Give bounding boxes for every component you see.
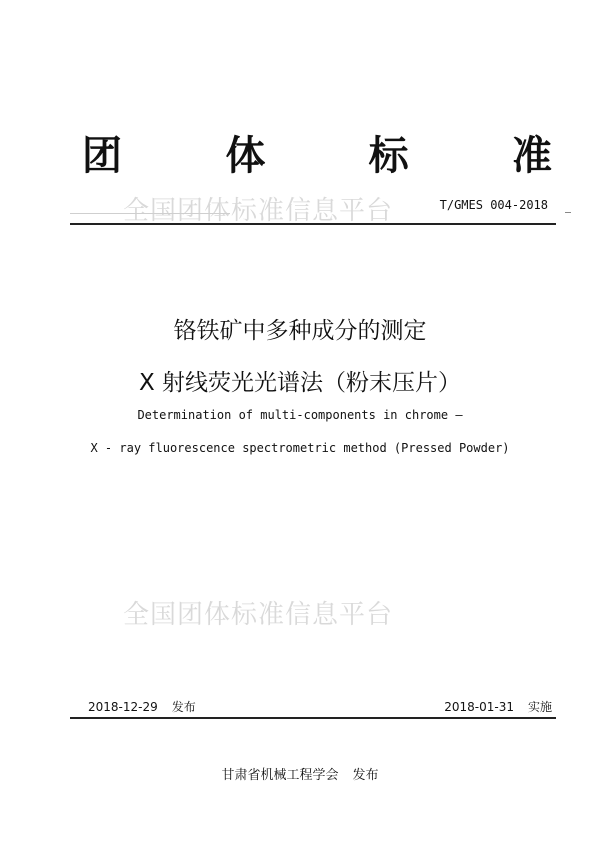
publisher-block: [0, 764, 600, 783]
faint-rule: [70, 213, 230, 214]
header-divider: [70, 223, 556, 225]
standard-type-heading: [82, 128, 552, 184]
issue-date: 2018-12-29: [88, 700, 158, 714]
chinese-title-line-1: 铬铁矿中多种成分的测定: [173, 318, 427, 344]
implementation-date: 2018-01-31: [444, 700, 514, 714]
issue-date-block: [88, 698, 196, 715]
watermark-middle: 全国团体标准信息平台: [123, 600, 394, 630]
implementation-label: 实施: [527, 700, 552, 714]
watermark-top: 全国团体标准信息平台: [123, 196, 394, 226]
standard-number: T/GMES 004-2018: [439, 198, 548, 212]
publisher-name: 甘肃省机械工程学会: [221, 768, 339, 783]
issue-label: 发布: [171, 700, 196, 714]
heading-char-2: 体: [225, 133, 266, 179]
chinese-title-line-2: X 射线荧光光谱法（粉末压片）: [138, 370, 462, 396]
heading-char-3: 标: [368, 133, 409, 179]
edge-tick-mark: [565, 212, 571, 213]
heading-char-1: 团: [82, 133, 122, 179]
heading-char-4: 准: [511, 133, 552, 179]
footer-divider: [70, 717, 556, 719]
publisher-label: 发布: [352, 768, 379, 783]
english-title-line-2: X - ray fluorescence spectrometric method (Pressed Powder): [90, 441, 510, 455]
english-title-line-1: Determination of multi-components in chrome —: [137, 408, 463, 422]
implementation-date-block: [444, 698, 552, 715]
